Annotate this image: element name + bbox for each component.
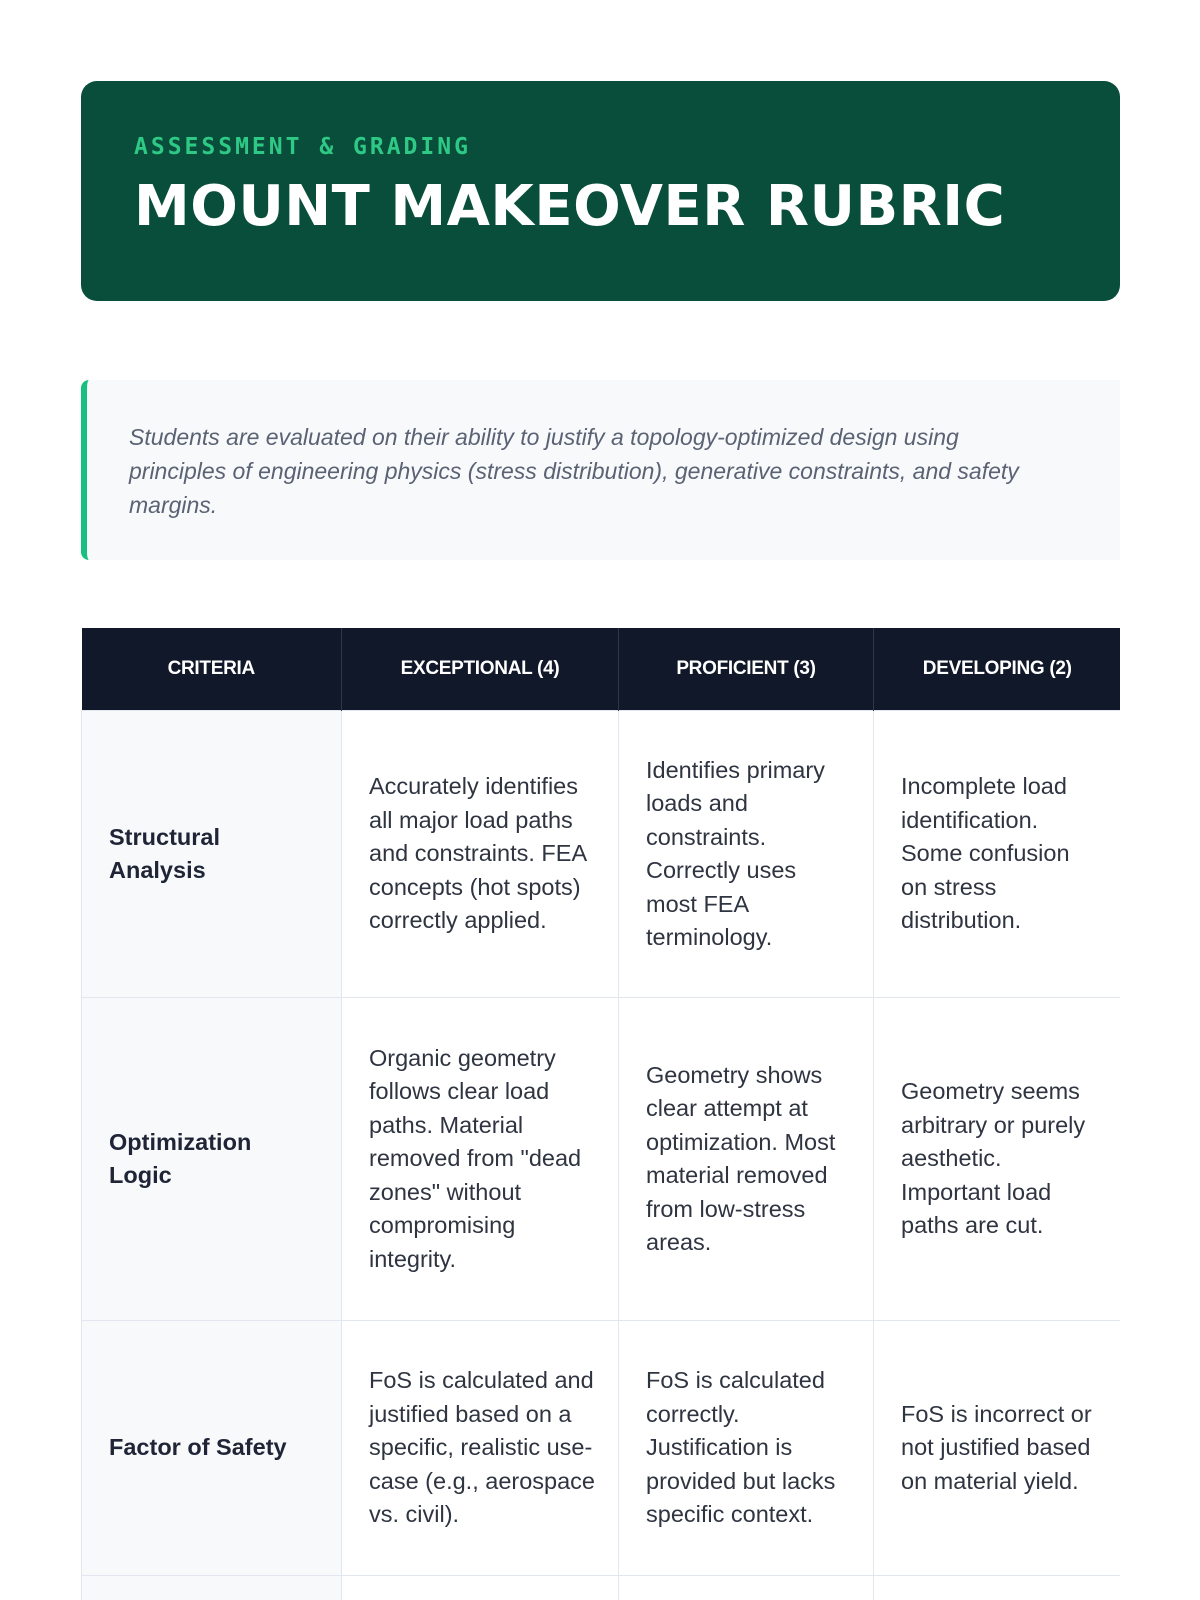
exceptional-cell: Organic geometry follows clear load paths. Material removed from "dead zones" without compromising integrity. [342,998,619,1321]
rubric-table-container [81,628,1120,1600]
criteria-cell [82,1576,342,1600]
developing-cell: Incomplete load identification. Some confusion on stress distribution. [874,711,1121,998]
exceptional-cell: Accurately identifies all major load paths and constraints. FEA concepts (hot spots) correctly applied. [342,711,619,998]
column-header-developing: DEVELOPING (2) [874,628,1121,711]
exceptional-cell: FoS is calculated and justified based on a specific, realistic use-case (e.g., aerospace vs. civil). [342,1321,619,1576]
proficient-cell [619,1576,874,1600]
page-title: MOUNT MAKEOVER RUBRIC [134,174,1006,239]
intro-callout [81,380,1120,560]
intro-text: Students are evaluated on their ability to justify a topology-optimized design using principles of engineering physics (stress distribution), generative constraints, and safety margins. [129,424,1019,518]
table-row [82,711,1121,998]
column-header-criteria: CRITERIA [82,628,342,711]
rubric-table [81,628,1120,1600]
criteria-cell: Optimization Logic [82,998,342,1321]
column-header-proficient: PROFICIENT (3) [619,628,874,711]
proficient-cell: Geometry shows clear attempt at optimization. Most material removed from low-stress areas. [619,998,874,1321]
table-header-row [82,628,1121,711]
section-eyebrow: ASSESSMENT & GRADING [134,134,471,160]
criteria-cell: Structural Analysis [82,711,342,998]
header-banner [81,81,1120,301]
developing-cell: Geometry seems arbitrary or purely aesthetic. Important load paths are cut. [874,998,1121,1321]
table-row [82,1576,1121,1600]
criteria-cell: Factor of Safety [82,1321,342,1576]
proficient-cell: Identifies primary loads and constraints. Correctly uses most FEA terminology. [619,711,874,998]
column-header-exceptional: EXCEPTIONAL (4) [342,628,619,711]
developing-cell [874,1576,1121,1600]
proficient-cell: FoS is calculated correctly. Justification is provided but lacks specific context. [619,1321,874,1576]
developing-cell: FoS is incorrect or not justified based on material yield. [874,1321,1121,1576]
table-row [82,998,1121,1321]
table-row [82,1321,1121,1576]
exceptional-cell [342,1576,619,1600]
